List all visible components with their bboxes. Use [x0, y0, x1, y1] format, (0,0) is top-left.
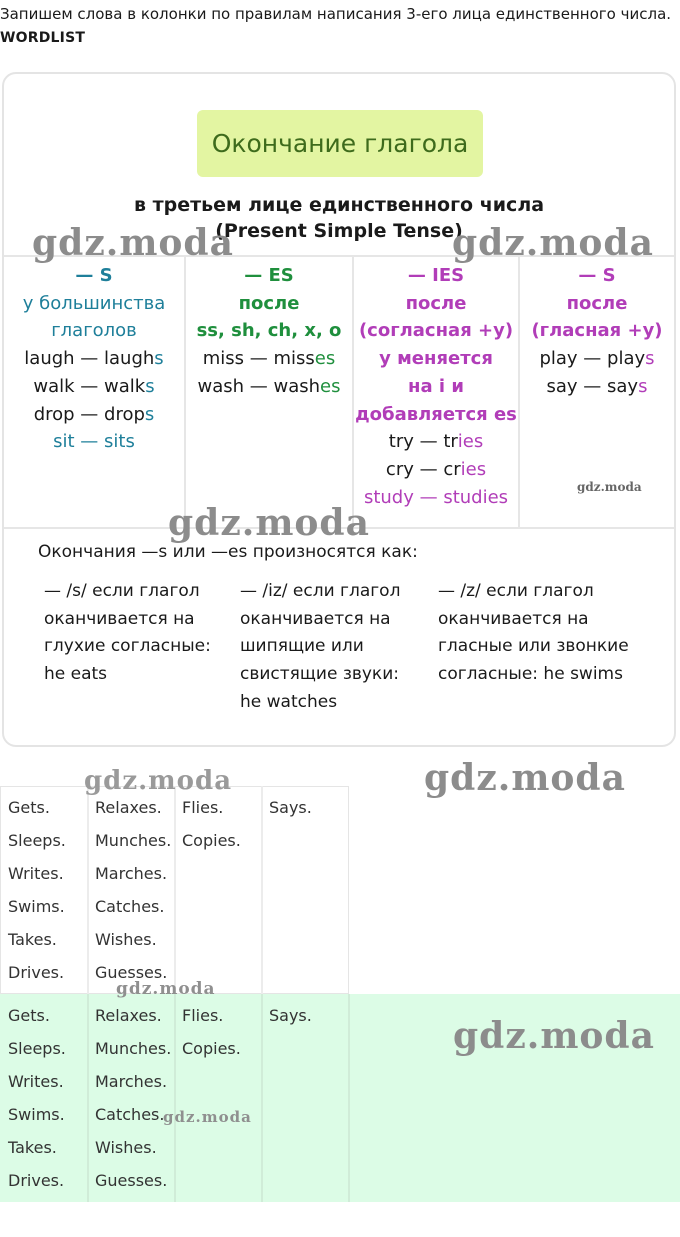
watermark: gdz.moda	[84, 766, 233, 796]
example: play — plays	[539, 348, 655, 370]
watermark: gdz.moda	[163, 1108, 252, 1126]
column-header: — S	[578, 265, 616, 286]
example: drop — drops	[33, 403, 155, 425]
column-header: — S	[75, 265, 113, 286]
column-desc: (гласная +у)	[531, 320, 663, 342]
column-desc: после	[566, 292, 628, 314]
example: wash — washes	[197, 375, 341, 397]
pronunciation-z: — /z/ если глагол оканчивается на гласные или звонкие согласные: he swims	[438, 581, 629, 685]
column-header: — IES	[407, 265, 465, 286]
example: miss — misses	[202, 348, 336, 370]
column-desc: глаголов	[51, 320, 137, 342]
column-desc: после	[405, 292, 467, 314]
column-desc: после	[238, 292, 300, 314]
column-desc: у меняется	[379, 348, 493, 370]
watermark: gdz.moda	[452, 222, 654, 264]
rule-title: Окончание глагола	[211, 129, 469, 158]
example: try — tries	[388, 431, 484, 453]
rule-column-s-vowel	[520, 262, 674, 401]
watermark: gdz.moda	[577, 480, 642, 494]
rule-subtitle-tense: (Present Simple Tense)	[215, 220, 463, 242]
watermark: gdz.moda	[424, 757, 626, 799]
watermark: gdz.moda	[453, 1015, 655, 1057]
rule-card	[2, 72, 676, 747]
intro-text: Запишем слова в колонки по правилам написания 3-его лица единственного числа.	[0, 5, 672, 23]
example: cry — cries	[385, 458, 487, 480]
column-desc: (согласная +у)	[358, 320, 514, 342]
pronunciation-heading: Окончания —s или —es произносятся как:	[38, 542, 418, 562]
rule-column-es	[186, 262, 352, 401]
column-desc: добавляется es	[355, 403, 517, 425]
table-column: Relaxes. Munches. Marches. Catches. Wishes. Guesses.	[95, 1006, 172, 1190]
divider	[348, 994, 350, 1202]
rule-subtitle: в третьем лице единственного числа	[133, 194, 545, 216]
table-column: Gets. Sleeps. Writes. Swims. Takes. Drives.	[8, 798, 66, 982]
example: walk — walks	[33, 375, 155, 397]
example: say — says	[546, 375, 648, 397]
table-column: Flies. Copies.	[182, 798, 241, 850]
pronunciation-iz: — /iz/ если глагол оканчивается на шипящие или свистящие звуки: he watches	[240, 581, 401, 712]
watermark: gdz.moda	[32, 222, 234, 264]
table-column: Says.	[269, 1006, 312, 1025]
example: sit — sits	[53, 431, 135, 453]
rule-title-box	[197, 110, 483, 177]
column-desc: ss, sh, ch, x, o	[196, 320, 342, 342]
rule-column-ies	[354, 262, 518, 511]
example: study — studies	[363, 486, 509, 508]
table-column: Gets. Sleeps. Writes. Swims. Takes. Drives.	[8, 1006, 66, 1190]
column-header: — ES	[244, 265, 294, 286]
wordlist-label: WORDLIST	[0, 30, 86, 46]
table-column: Flies. Copies.	[182, 1006, 241, 1058]
column-desc: у большинства	[22, 292, 166, 314]
table-column: Relaxes. Munches. Marches. Catches. Wishes. Guesses.	[95, 798, 172, 982]
table-column: Says.	[269, 798, 312, 817]
watermark: gdz.moda	[116, 979, 216, 999]
column-desc: на i и	[408, 375, 464, 397]
watermark: gdz.moda	[168, 502, 370, 544]
pronunciation-s: — /s/ если глагол оканчивается на глухие согласные: he eats	[44, 581, 211, 685]
example: laugh — laughs	[24, 348, 164, 370]
rule-column-s	[4, 262, 184, 456]
